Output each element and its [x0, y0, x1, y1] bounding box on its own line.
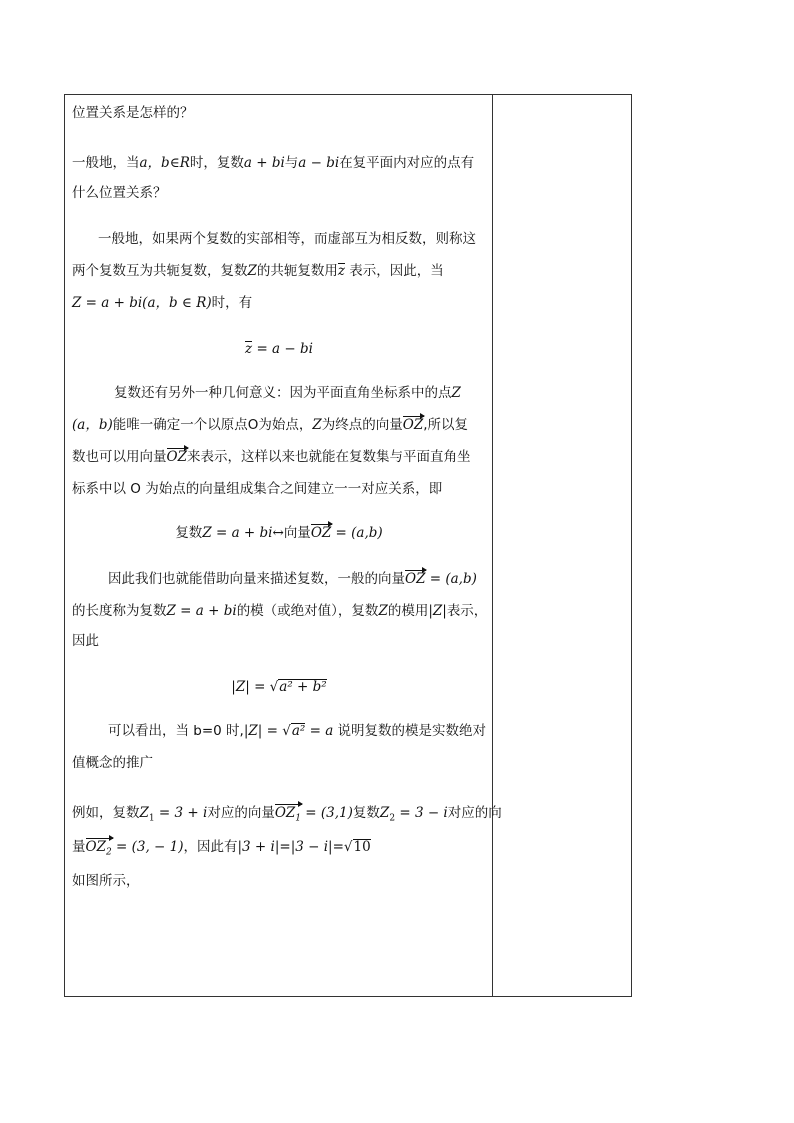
line-18: 如图所示，: [72, 873, 140, 889]
lesson-table: [64, 94, 632, 997]
vector-oz2: $OZ_2$: [86, 837, 112, 863]
line-16: 例如，复数$Z_1 = 3 + i$对应的向量$OZ_1 = (3,1)$复数$Z_2 = 3 - i$对应的向: [72, 803, 502, 829]
line-5: 两个复数互为共轭复数，复数Z的共轭复数用z 表示，因此，当: [72, 263, 444, 279]
equation-correspondence: 复数Z = a + bi↔向量OZ = (a,b): [175, 525, 383, 541]
line-8: (a，b)能唯一确定一个以原点O为始点，Z为终点的向量OZ,所以复: [72, 417, 469, 433]
line-6: Z = a + bi(a，b ∈ R)时，有: [72, 295, 253, 311]
vector-oz: OZ: [310, 525, 332, 541]
sqrt-sign: √: [282, 723, 291, 739]
vector-oz: OZ: [166, 449, 187, 465]
line-11: 因此我们也就能借助向量来描述复数，一般的向量OZ = (a,b): [108, 571, 477, 587]
line-3: 什么位置关系？: [72, 185, 167, 201]
line-15: 值概念的推广: [72, 755, 153, 771]
equation-modulus: |Z| = √a² + b²: [231, 679, 327, 695]
line-2: 一般地，当a，b∈R时，复数a + bi与a − bi在复平面内对应的点有: [72, 155, 475, 171]
vector-oz1: $OZ_1$: [275, 803, 301, 829]
sqrt-sign: √: [269, 679, 279, 695]
column-divider: [492, 95, 493, 996]
line-12: 的长度称为复数Z = a + bi的模（或绝对值），复数Z的模用|Z|表示，: [72, 603, 488, 619]
vector-oz: OZ: [402, 417, 424, 433]
equation-conjugate: z = a − bi: [245, 341, 313, 357]
vector-oz: OZ: [405, 571, 426, 587]
line-7: 复数还有另外一种几何意义：因为平面直角坐标系中的点Z: [114, 385, 461, 401]
line-13: 因此: [72, 633, 99, 649]
line-9: 数也可以用向量OZ来表示，这样以来也就能在复数集与平面直角坐: [72, 449, 471, 465]
line-14: 可以看出，当 b=0 时,|Z| = √a² = a 说明复数的模是实数绝对: [108, 723, 487, 739]
line-10: 标系中以 O 为始点的向量组成集合之间建立一一对应关系，即: [72, 481, 443, 497]
line-4: 一般地，如果两个复数的实部相等，而虚部互为相反数，则称这: [98, 231, 476, 247]
line-1: 位置关系是怎样的？: [72, 105, 194, 121]
sqrt-sign: √: [343, 839, 353, 855]
line-17: 量$OZ_2 = (3$, − 1)，因此有|3 + i|=|3 − i|=√10: [72, 837, 371, 863]
